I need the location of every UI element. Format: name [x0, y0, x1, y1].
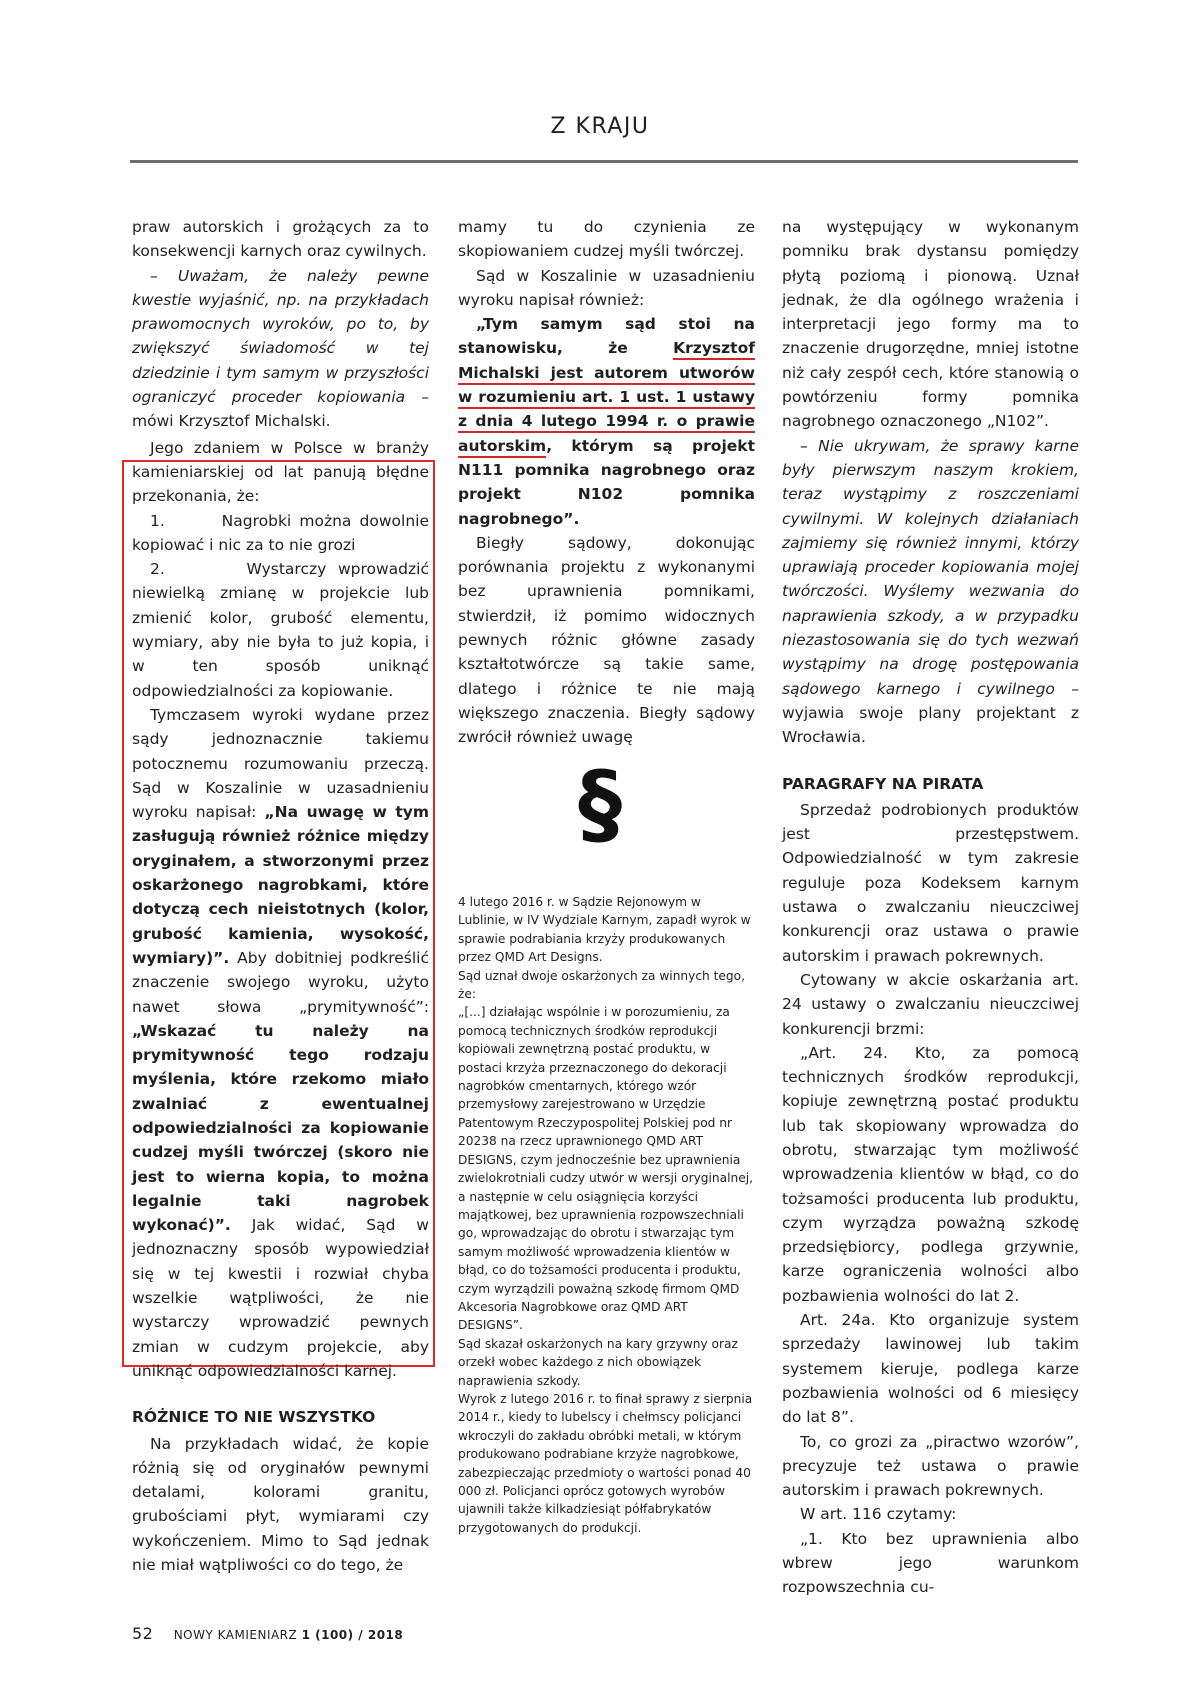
underlined-quote: Krzysztof Michalski jest autorem utworów w rozumieniu art. 1 ust. 1 ustawy z dnia 4 lutego 1994 r. o prawie autorskim	[458, 339, 755, 457]
paragraph: praw autorskich i grożących za to konsekwencji karnych oraz cywilnych.	[132, 218, 429, 261]
paragraph: Biegły sądowy, dokonując porównania projektu z wykonanymi bez uprawnienia pomnikami, stwierdził, iż pomimo widocznych pewnych różnic główne zasady kształtotwórcze są takie same, dlatego i różnice te nie mają większego znaczenia. Biegły sądowy zwrócił również uwagę	[458, 533, 755, 747]
sidebar-paragraph: Sąd uznał dwoje oskarżonych za winnych tego, że:	[458, 968, 746, 1002]
paragraph: mamy tu do czynienia ze skopiowaniem cudzej myśli twórczej.	[458, 218, 755, 261]
section-heading: RÓŻNICE TO NIE WSZYSTKO	[132, 1408, 376, 1427]
quote-text: – Nie ukrywam, że sprawy karne były pierwszym naszym krokiem, teraz wystąpimy z roszczeniami cywilnymi. W kolejnych działaniach zajmiemy się również innymi, którzy uprawiają proceder kopiowania mojej twórczości. Wyślemy wezwania do naprawienia szkody, a w przypadku niezastosowania się do tych wezwań wystąpimy na drogę postępowania sądowego karnego i cywilnego	[782, 436, 1079, 698]
page-number: 52	[132, 1624, 154, 1643]
paragraph: na występujący w wykonanym pomniku brak dystansu pomiędzy płytą poziomą i pionową. Uznał jednak, że dla ogólnego wrażenia i interpretacji jego formy ma to znaczenie drugorzędne, mniej istotne niż cały zespół cech, które stanowią o powtórzeniu formy pomnika nagrobnego oznaczonego „N102”.	[782, 218, 1079, 431]
paragraph: W art. 116 czytamy:	[800, 1505, 957, 1524]
paragraph: To, co grozi za „piractwo wzorów”, precyzuje też ustawa o prawie autorskim i prawach pokrewnych.	[782, 1432, 1079, 1500]
paragraph: Na przykładach widać, że kopie różnią się od oryginałów pewnymi detalami, kolorami granitu, grubościami płyt, wymiarami czy wykończeniem. Mimo to Sąd jednak nie miał wątpliwości co do tego, że	[132, 1434, 429, 1575]
magazine-name: NOWY KAMIENIARZ	[173, 1628, 298, 1642]
sidebar-paragraph: „[...] działając wspólnie i w porozumieniu, za pomocą technicznych środków reprodukcji kopiowali zewnętrzną postać produktu, w postaci krzyża przeznaczonego do dekoracji nagrobków cmentarnych, którego wzór przemysłowy zarejestrowano w Urzędzie Patentowym Rzeczypospolitej Polskiej pod nr 20238 na rzecz uprawnionego QMD ART DESIGNS, czym jednocześnie bez uprawnienia zwielokrotniali cudzy utwór w wersji oryginalnej, a następnie w celu osiągnięcia korzyści majątkowej, bez uprawnienia rozpowszechniali go, wprowadzając do obrotu i stwarzając tym samym możliwość wprowadzenia klientów w błąd, co do tożsamości producenta i produktu, czym wyrządzili poważną szkodę firmom QMD Akcesoria Nagrobkowe oraz QMD ART DESIGNS”.	[458, 1005, 753, 1333]
paragraph: Sąd w Koszalinie w uzasadnieniu wyroku napisał również:	[458, 266, 755, 309]
paragraph	[132, 703, 429, 1383]
sidebar-paragraph: Wyrok z lutego 2016 r. to finał sprawy z sierpnia 2014 r., kiedy to lubelscy i chełmscy policjanci wkroczyli do zakładu obróbki metali, w którym produkowano podrabiane krzyże nagrobkowe, zabezpieczając przedmioty o wartości ponad 40 000 zł. Policjanci oprócz gotowych wyrobów ujawnili także kilkadziesiąt półfabrykatów przygotowanych do produkcji.	[458, 1391, 753, 1535]
text: Jak widać, Sąd w jednoznaczny sposób wypowiedział się w tej kwestii i rozwiał chyba wszelkie wątpliwości, że nie wystarczy wprowadzić pewnych zmian w cudzym projekcie, aby uniknąć odpowiedzialności karnej.	[132, 1216, 429, 1380]
text: Aby dobitniej podkreślić znaczenie swojego wyroku, użyto nawet słowa „prymitywność”:	[132, 948, 429, 1016]
issue-number: 1 (100) / 2018	[301, 1628, 404, 1642]
paragraph: Cytowany w akcie oskarżania art. 24 ustawy o zwalczaniu nieuczciwej konkurencji brzmi:	[782, 970, 1079, 1038]
paragraph: Sprzedaż podrobionych produktów jest przestępstwem. Odpowiedzialność w tym zakresie reguluje poza Kodeksem karnym ustawa o zwalczaniu nieuczciwej konkurencji oraz ustawa o prawie autorskim i prawach pokrewnych.	[782, 800, 1079, 965]
text: Tymczasem wyroki wydane przez sądy jednoznacznie takiemu potocznemu rozumowaniu przeczą. Sąd w Koszalinie w uzasadnieniu wyroku napisał:	[132, 705, 429, 822]
court-quote: „Wskazać tu należy na prymitywność tego rodzaju myślenia, które rzekomo miało zwalniać z ewentualnej odpowiedzialności za kopiowanie cudzej myśli twórczej (skoro nie jest to wierna kopia, to można legalnie taki nagrobek wykonać)”.	[132, 1021, 429, 1235]
case-sidebar	[458, 893, 755, 1537]
column-2	[458, 215, 755, 750]
court-quote-paragraph	[458, 312, 755, 531]
header-rule	[130, 160, 1078, 163]
paragraph: Art. 24a. Kto organizuje system sprzedaży lawinowej lub takim systemem kieruje, podlega karze pozbawienia wolności od 6 miesięcy do lat 8”.	[782, 1311, 1079, 1427]
quote-paragraph	[132, 264, 429, 434]
paragraph: „Art. 24. Kto, za pomocą technicznych środków reprodukcji, kopiuje zewnętrzną postać produktu lub tak skopiowany wprowadza do obrotu, stwarzając tym możliwość wprowadzenia klientów w błąd, co do tożsamości producenta lub produktu, czym wyrządza poważną szkodę przedsiębiorcy, podlega grzywnie, karze ograniczenia wolności albo pozbawienia wolności do lat 2.	[782, 1043, 1079, 1305]
text: , którym są projekt N111 pomnika nagrobnego oraz projekt N102 pomnika nagrobnego”.	[458, 436, 755, 528]
section-heading: PARAGRAFY NA PIRATA	[782, 774, 984, 793]
sidebar-paragraph: 4 lutego 2016 r. w Sądzie Rejonowym w Lublinie, w IV Wydziale Karnym, zapadł wyrok w sprawie podrabiania krzyży produkowanych przez QMD Art Designs.	[458, 895, 751, 965]
quote-attribution: – wyjawia swoje plany projektant z Wrocławia.	[782, 679, 1079, 747]
court-quote: „Na uwagę w tym zasługują również różnice między oryginałem, a stworzonymi przez oskarżonego nagrobkami, które dotyczą cech nieistotnych (kolor, grubość kamienia, wysokość, wymiary)”.	[132, 803, 429, 967]
list-item: 2. Wystarczy wprowadzić niewielką zmianę w projekcie lub zmienić kolor, grubość elementu, wymiary, aby nie była to już kopia, i w ten sposób uniknąć odpowiedzialności za kopiowanie.	[132, 560, 429, 700]
quote-paragraph	[782, 434, 1079, 750]
column-3	[782, 215, 1079, 1600]
sidebar-paragraph: Sąd skazał oskarżonych na kary grzywny oraz orzekł wobec każdego z nich obowiązek naprawienia szkody.	[458, 1336, 738, 1388]
quote-attribution: – mówi Krzysztof Michalski.	[132, 388, 429, 431]
section-title: Z KRAJU	[550, 114, 650, 139]
paragraph: Jego zdaniem w Polsce w branży kamieniarskiej od lat panują błędne przekonania, że:	[132, 438, 429, 506]
text: „Tym samym sąd stoi na stanowisku, że	[458, 315, 755, 358]
page-footer	[132, 1624, 403, 1643]
paragraph-sign-icon: §	[578, 752, 622, 855]
list-item: 1. Nagrobki można dowolnie kopiować i nic za to nie grozi	[132, 511, 429, 554]
column-1	[132, 215, 429, 1577]
paragraph: „1. Kto bez uprawnienia albo wbrew jego warunkom rozpowszechnia cu-	[782, 1529, 1079, 1597]
quote-text: – Uważam, że należy pewne kwestie wyjaśnić, np. na przykładach prawomocnych wyroków, po to, by zwiększyć świadomość w tej dziedzinie i tym samym w przyszłości ograniczyć proceder kopiowania	[132, 266, 429, 407]
